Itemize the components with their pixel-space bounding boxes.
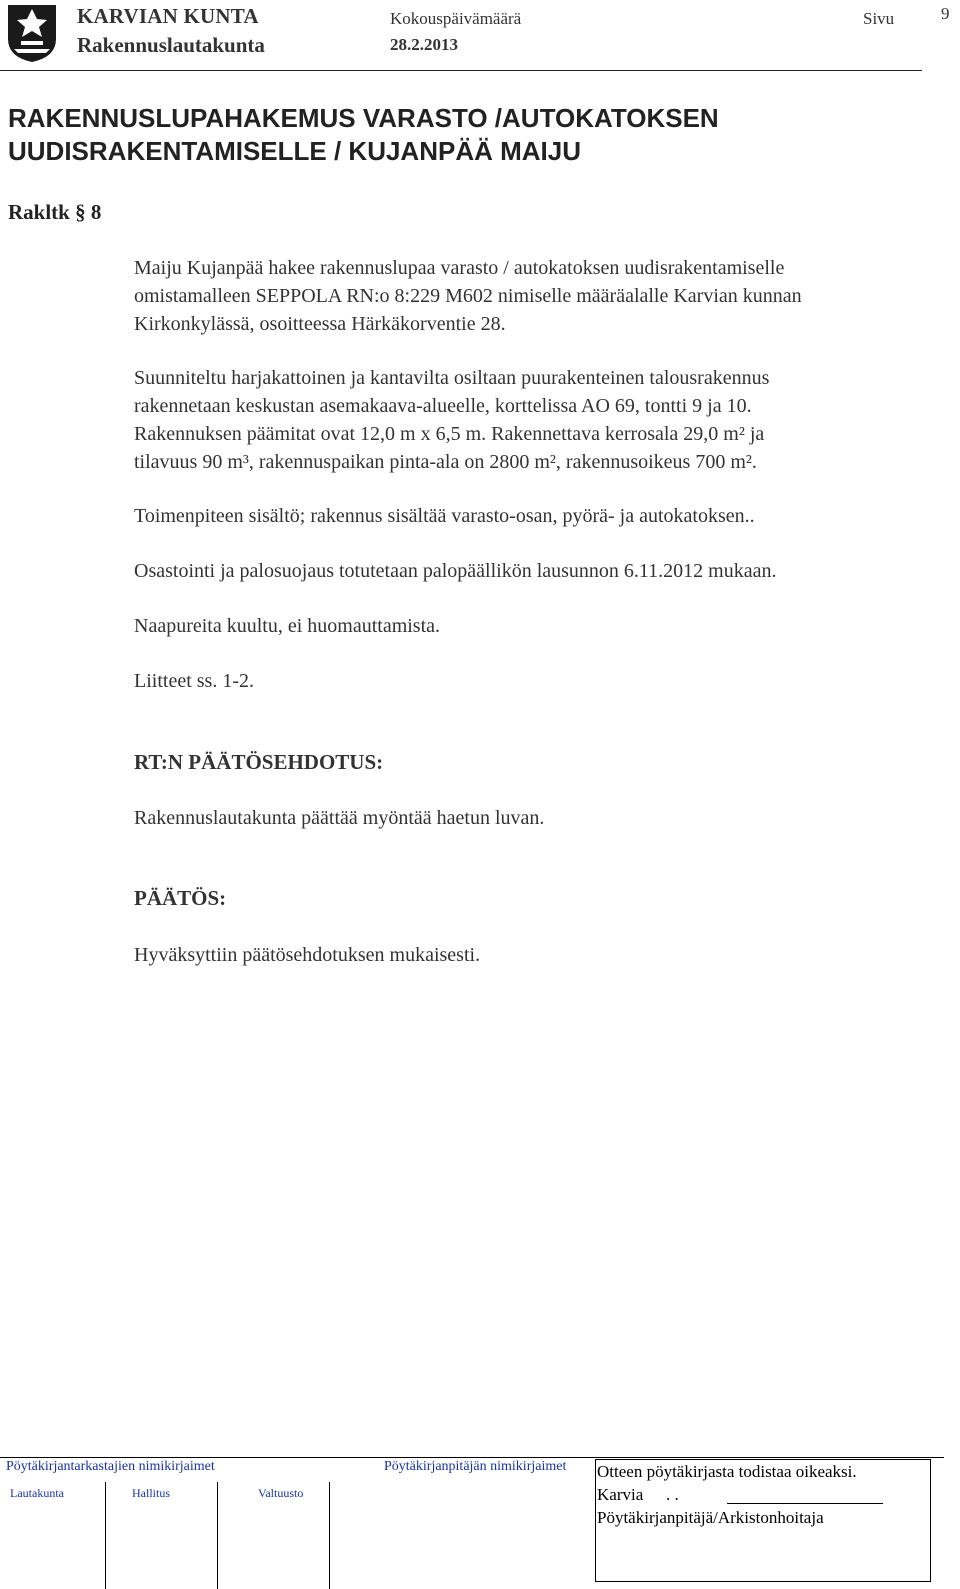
- column-lautakunta: Lautakunta: [10, 1486, 64, 1500]
- paragraph-line: Rakennuksen päämitat ovat 12,0 m x 6,5 m. Rakennettava kerrosala 29,0 m² ja: [134, 423, 765, 445]
- certification-place: Karvia: [597, 1485, 644, 1504]
- paragraph-line: Kirkonkylässä, osoitteessa Härkäkorventie 28.: [134, 313, 506, 335]
- page-number: 9: [941, 4, 950, 23]
- paragraph-line: Naapureita kuultu, ei huomauttamista.: [134, 615, 441, 637]
- keeper-initials-label: Pöytäkirjanpitäjän nimikirjaimet: [384, 1459, 567, 1474]
- meeting-date-label: Kokouspäivämäärä: [390, 9, 522, 28]
- document-title: [8, 102, 719, 168]
- column-valtuusto: Valtuusto: [258, 1486, 304, 1500]
- paragraph-line: Liitteet ss. 1-2.: [134, 670, 254, 692]
- decision-text: Hyväksyttiin päätösehdotuksen mukaisesti.: [134, 944, 481, 966]
- section-number: Rakltk § 8: [8, 200, 102, 224]
- paragraph-line: rakennetaan keskustan asemakaava-alueelle, korttelissa AO 69, tontti 9 ja 10.: [134, 395, 752, 417]
- certification-statement: Otteen pöytäkirjasta todistaa oikeaksi.: [597, 1462, 857, 1481]
- paragraph-description: [134, 364, 934, 476]
- footer-divider: [0, 1457, 944, 1458]
- paragraph-content: [134, 502, 934, 530]
- signature-line: [727, 1503, 883, 1504]
- page-label: Sivu: [863, 9, 895, 28]
- paragraph-line: Maiju Kujanpää hakee rakennuslupaa varasto / autokatoksen uudisrakentamiselle: [134, 257, 785, 279]
- meeting-date: 28.2.2013: [390, 35, 458, 54]
- paragraph-line: Osastointi ja palosuojaus totutetaan palopäällikön lausunnon 6.11.2012 mukaan.: [134, 560, 777, 582]
- paragraph-line: tilavuus 90 m³, rakennuspaikan pinta-ala on 2800 m², rakennusoikeus 700 m².: [134, 451, 757, 473]
- decision-heading: PÄÄTÖS:: [134, 886, 227, 910]
- column-separator: [217, 1482, 218, 1589]
- certification-signer: Pöytäkirjanpitäjä/Arkistonhoitaja: [597, 1508, 824, 1527]
- proposal-heading: RT:N PÄÄTÖSEHDOTUS:: [134, 750, 384, 774]
- header-divider: [0, 70, 922, 71]
- municipal-crest-icon: [6, 3, 58, 63]
- paragraph-line: Suunniteltu harjakattoinen ja kantavilta osiltaan puurakenteinen talousrakennus: [134, 367, 770, 389]
- certification-date-dots: . .: [666, 1485, 679, 1504]
- paragraph-line: Toimenpiteen sisältö; rakennus sisältää varasto-osan, pyörä- ja autokatoksen..: [134, 505, 755, 527]
- column-separator: [329, 1482, 330, 1589]
- column-separator: [105, 1482, 106, 1589]
- proposal-text: Rakennuslautakunta päättää myöntää haetun luvan.: [134, 807, 545, 829]
- title-line-1: RAKENNUSLUPAHAKEMUS VARASTO /AUTOKATOKSEN: [8, 103, 719, 133]
- paragraph-application: [134, 254, 934, 338]
- department-name: Rakennuslautakunta: [77, 33, 265, 57]
- paragraph-fire-safety: [134, 557, 934, 585]
- paragraph-line: omistamalleen SEPPOLA RN:o 8:229 M602 nimiselle määräalalle Karvian kunnan: [134, 285, 802, 307]
- checkers-initials-label: Pöytäkirjantarkastajien nimikirjaimet: [6, 1459, 215, 1474]
- organization-name: KARVIAN KUNTA: [77, 4, 259, 28]
- title-line-2: UUDISRAKENTAMISELLE / KUJANPÄÄ MAIJU: [8, 136, 581, 166]
- column-hallitus: Hallitus: [132, 1486, 170, 1500]
- paragraph-attachments: [134, 667, 934, 695]
- paragraph-neighbours: [134, 612, 934, 640]
